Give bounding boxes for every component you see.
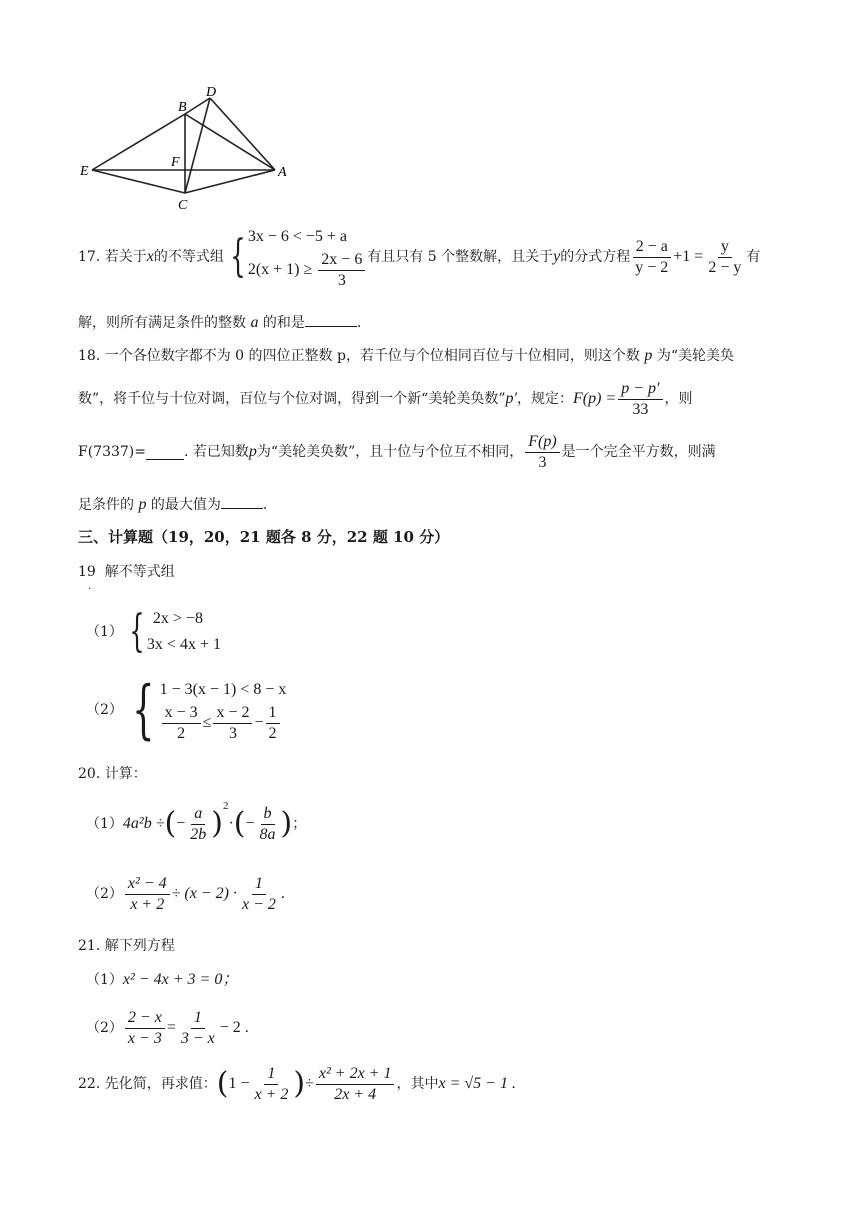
q17-eq-frac2	[705, 237, 744, 278]
part-label: （1）	[86, 816, 123, 832]
frac	[162, 703, 201, 744]
frac-den: x + 2	[254, 1085, 289, 1103]
q19-text: 解不等式组	[104, 564, 175, 580]
part-label: （2）	[86, 886, 123, 902]
q17-ineq1: 3x − 6 < −5 + a	[247, 227, 348, 245]
frac	[213, 703, 252, 744]
frac-num: a	[191, 804, 205, 825]
geometry-figure	[70, 78, 300, 213]
q21-part2	[86, 1000, 249, 1056]
frac-den: 2x + 4	[334, 1085, 377, 1103]
q17-text: 的不等式组	[153, 249, 224, 265]
frac	[125, 1008, 165, 1049]
leq: ≤	[202, 714, 212, 731]
frac	[251, 1064, 291, 1105]
frac	[125, 874, 170, 915]
q17-ineq2	[248, 250, 368, 291]
exponent: 2	[222, 800, 229, 812]
frac-num: x² + 2x + 1	[316, 1064, 395, 1085]
q18-text: 一个各位数字都不为 0 的四位正整数 p，若千位与个位相同百位与十位相同，则这个数	[104, 348, 640, 364]
label-E: E	[80, 164, 89, 179]
q18-text: 数”，将千位与十位对调，百位与个位对调，得到一个新“美轮美奂数”	[78, 391, 506, 407]
q18-line2	[78, 376, 693, 422]
q22-heading: 22. 先化简，再求值：	[78, 1076, 217, 1092]
q17-period: .	[356, 315, 362, 331]
q19-dot: ·	[88, 584, 92, 595]
q18-text: ，则	[664, 391, 693, 407]
frac	[187, 804, 209, 845]
q18-text: 的最大值为	[150, 497, 221, 513]
frac-den: 2	[177, 724, 186, 742]
q21-heading: 21. 解下列方程	[78, 938, 175, 954]
q19-heading	[78, 562, 175, 582]
q20-heading: 20. 计算：	[78, 766, 147, 782]
q18-text: 足条件的	[78, 497, 134, 513]
q19-p2-system	[160, 677, 287, 744]
equals: =	[166, 1019, 176, 1036]
frac-num: b	[261, 804, 275, 825]
frac-num: y	[718, 237, 732, 258]
brace-icon: {	[230, 231, 246, 282]
q18-text: 为“美轮美奂数”，且十位与个位互不相同，	[256, 444, 524, 460]
answer-blank[interactable]	[305, 312, 357, 327]
q19-number: 19	[78, 564, 96, 580]
label-A: A	[278, 165, 287, 180]
semicolon: ；	[292, 816, 307, 832]
q22-line	[78, 1056, 516, 1112]
part-label: （1）	[86, 972, 123, 988]
paren-close: )	[211, 806, 223, 841]
q18-ratio-frac	[525, 432, 559, 473]
q20-part2	[86, 866, 285, 922]
answer-blank[interactable]	[146, 445, 184, 460]
frac	[239, 874, 279, 915]
q17-eq-mid: +1 =	[673, 248, 704, 265]
q17-eq-frac1	[632, 237, 671, 278]
part-label: （2）	[86, 1020, 123, 1036]
q18-text: 是一个完全平方数，则满	[561, 444, 716, 460]
label-C: C	[178, 198, 188, 213]
q21-part1	[86, 970, 238, 990]
dot: ·	[228, 815, 234, 832]
frac-den: 2 − y	[708, 258, 742, 276]
q17-text: 有	[746, 249, 761, 265]
frac-den: 8a	[259, 825, 276, 843]
frac	[266, 703, 280, 744]
ineq: 2x > −8	[152, 610, 203, 627]
frac-den: 3	[228, 724, 237, 742]
q18-line3	[78, 430, 716, 474]
frac-den: x − 3	[127, 1029, 162, 1047]
frac-num: x − 2	[213, 703, 252, 724]
var-a: a	[250, 314, 259, 331]
q17-line1	[78, 222, 760, 292]
paren-close: )	[293, 1066, 306, 1101]
frac-num: 1	[191, 1008, 205, 1029]
paren-open: (	[233, 806, 246, 841]
frac-num: 1	[266, 703, 280, 724]
divide: ÷	[305, 1075, 314, 1092]
q18-number: 18.	[78, 348, 101, 364]
frac-den: 33	[632, 400, 649, 418]
frac-den: 2	[268, 724, 277, 742]
ineq: 3x < 4x + 1	[146, 636, 221, 653]
label-D: D	[206, 85, 217, 100]
minus: −	[254, 714, 264, 731]
q20-part1: （1） 4a²b ÷ ( − $\frac{a}{2b}$ ) $^2$ · ( − $\frac{b}{8a}$ ) ；	[86, 796, 306, 852]
q18-text: 为“美轮美奂	[656, 348, 735, 364]
frac-num: x² − 4	[125, 874, 170, 895]
frac-den: 2b	[190, 825, 207, 843]
q17-system	[248, 224, 368, 291]
frac-num: 2x − 6	[318, 250, 365, 271]
answer-blank[interactable]	[221, 494, 263, 509]
var-p: p	[138, 496, 147, 513]
frac-den: 3	[337, 271, 346, 289]
frac-num: p − p′	[618, 379, 662, 400]
label-B: B	[178, 100, 187, 115]
period: .	[280, 885, 285, 902]
ineq: 1 − 3(x − 1) < 8 − x	[159, 680, 287, 698]
condition: x = √5 − 1 .	[438, 1075, 516, 1092]
q17-line2	[78, 312, 361, 333]
frac-den: 3 − x	[180, 1029, 215, 1047]
frac	[178, 1008, 218, 1049]
q19-part1	[86, 604, 221, 660]
frac-num: x − 3	[162, 703, 201, 724]
ineq	[160, 703, 287, 744]
frac-den: x − 2	[241, 895, 276, 913]
frac-num: 1	[252, 874, 266, 895]
frac	[316, 1064, 395, 1105]
part-label: （1）	[86, 624, 123, 640]
section-title: 三、计算题（19，20，21 题各 8 分，22 题 10 分）	[78, 528, 450, 546]
expr: 4a²b ÷	[122, 815, 165, 832]
paren-close: )	[280, 806, 293, 841]
frac-num: 2 − x	[125, 1008, 165, 1029]
equation: x² − 4x + 3 = 0；	[122, 971, 239, 988]
var-x: x	[146, 248, 154, 265]
frac-den: y − 2	[635, 258, 669, 276]
q17-number: 17.	[78, 249, 101, 265]
q19-p1-system	[147, 606, 221, 658]
expr: ÷ (x − 2) ·	[171, 885, 237, 902]
q22-text: ，其中	[396, 1076, 439, 1092]
brace-icon: {	[129, 606, 145, 657]
frac-den: x + 2	[130, 895, 165, 913]
expr: 1 −	[228, 1075, 250, 1092]
q17-text: 若关于	[104, 249, 147, 265]
q17-text: 的分式方程	[560, 249, 631, 265]
q17-text: 解，则所有满足条件的整数	[78, 315, 246, 331]
q18-period: .	[262, 497, 268, 513]
var-y: y	[553, 248, 561, 265]
q18-F-frac	[618, 379, 662, 420]
q17-ineq2-frac	[318, 250, 365, 291]
q18-text: . 若已知数	[184, 444, 249, 460]
F-lhs: F(p) =	[572, 390, 617, 407]
var-p-prime: p′	[505, 390, 517, 407]
var-p: p	[248, 443, 257, 460]
q17-text: 的和是	[262, 315, 305, 331]
q18-line1	[78, 346, 734, 366]
var-p: p	[644, 347, 653, 364]
q18-line4	[78, 494, 267, 515]
q18-text: ，规定：	[516, 391, 573, 407]
q19-part2	[86, 672, 286, 748]
frac-num: F(p)	[525, 432, 559, 453]
label-F: F	[171, 155, 180, 170]
frac-num: 2 − a	[633, 237, 671, 258]
paren-open: (	[216, 1066, 229, 1101]
frac-den: 3	[538, 453, 547, 471]
paren-open: (	[164, 806, 177, 841]
q17-text: 有且只有 5 个整数解，且关于	[367, 249, 554, 265]
brace-icon: {	[132, 673, 155, 747]
part-label: （2）	[86, 702, 123, 718]
expr: − 2 .	[219, 1019, 249, 1036]
frac-num: 1	[264, 1064, 278, 1085]
frac	[257, 804, 279, 845]
q18-text: F(7337)=	[78, 444, 146, 460]
q17-ineq2-left: 2(x + 1) ≥	[247, 260, 313, 278]
